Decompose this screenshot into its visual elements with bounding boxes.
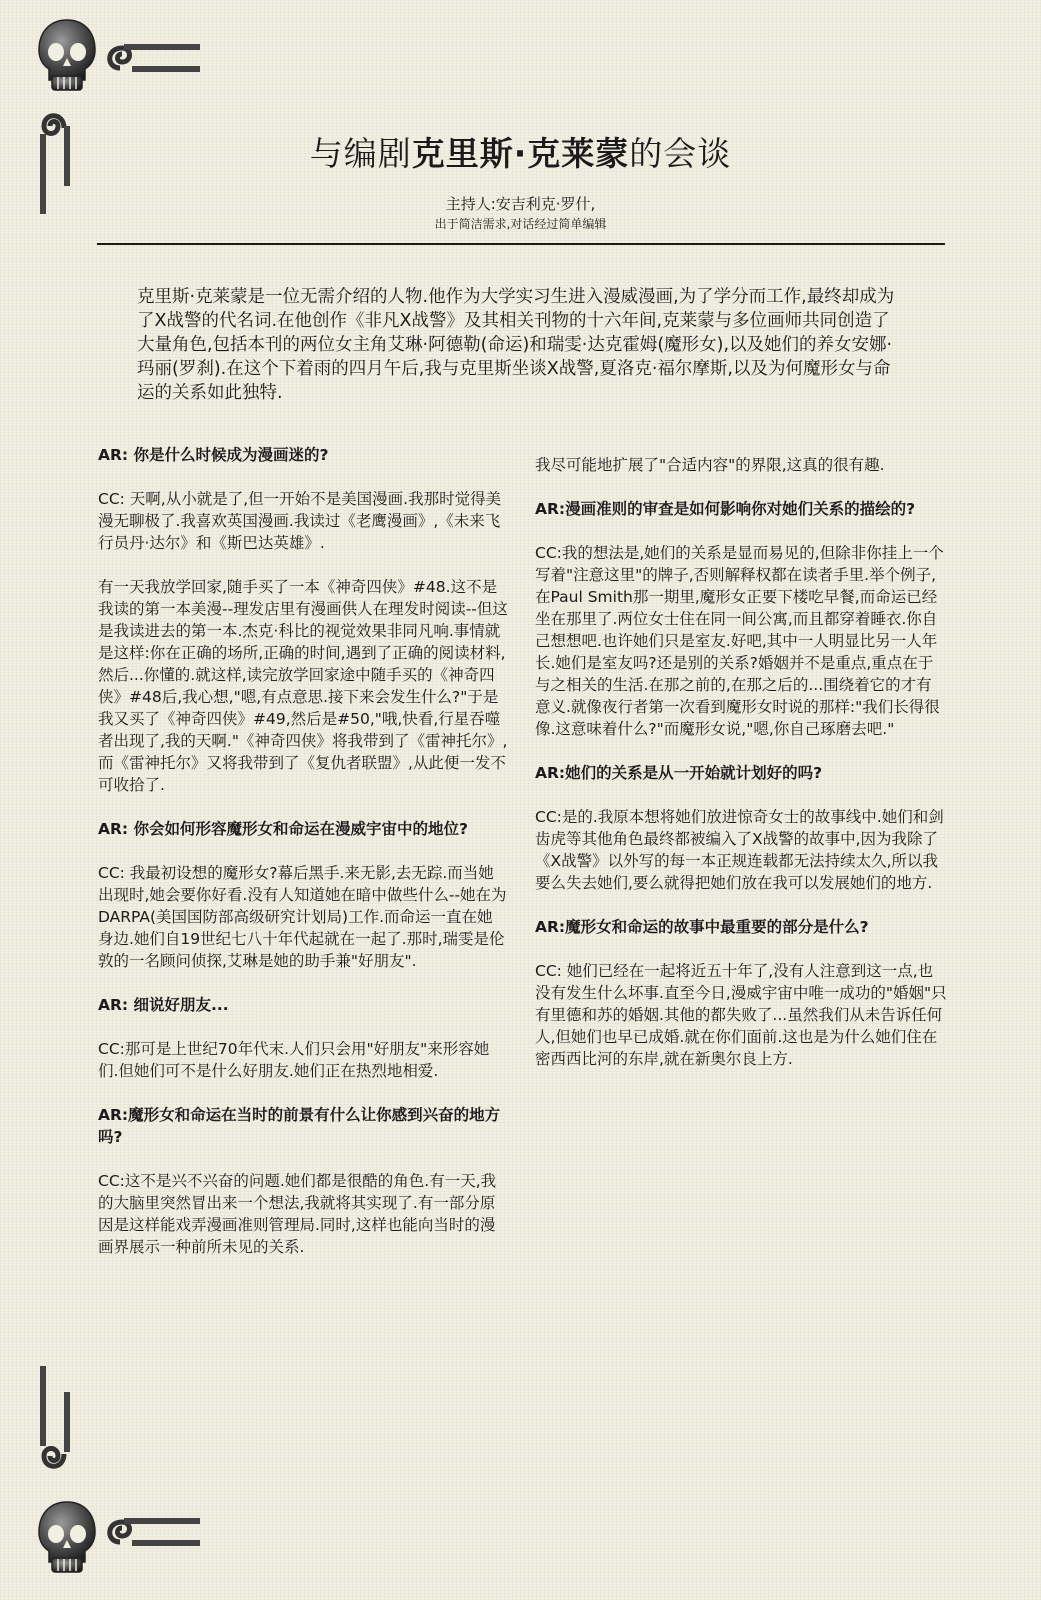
intro-paragraph: 克里斯·克莱蒙是一位无需介绍的人物.他作为大学实习生进入漫威漫画,为了学分而工作,最终却成为了X战警的代名词.在他创作《非凡X战警》及其相关刊物的十六年间,克莱蒙与多位画师共同创造了大量角色,包括本刊的两位女主角艾琳·阿德勒(命运)和瑞雯·达克霍姆(魔形女),以及她们的养女安娜·玛丽(罗刹).在这个下着雨的四月午后,我与克里斯坐谈X战警,夏洛克·福尔摩斯,以及为何魔形女与命运的关系如此独特.: [137, 287, 895, 403]
host-credit: 主持人:安吉利克·罗什,: [445, 195, 596, 213]
left-column: [98, 444, 508, 1280]
interview-answer: 有一天我放学回家,随手买了一本《神奇四侠》#48.这不是我读的第一本美漫--理发店里有漫画供人在理发时阅读--但这是我读进去的第一本.杰克·科比的视觉效果非同凡响.事情就是这样:你在正确的场所,正确的时间,遇到了正确的阅读材料,然后...你懂的.就这样,读完放学回家途中随手买的《神奇四侠》#48后,我心想,"嗯,有点意思.接下来会发生什么?"于是我又买了《神奇四侠》#49,然后是#50,"哦,快看,行星吞噬者出现了,我的天啊."《神奇四侠》将我带到了《雷神托尔》,而《雷神托尔》又将我带到了《复仇者联盟》,从此便一发不可收拾了.: [98, 578, 508, 794]
edit-note: 出于简洁需求,对话经过简单编辑: [434, 217, 607, 231]
interview-question: AR: 细说好朋友...: [98, 996, 229, 1014]
title-prefix: 与编剧: [309, 134, 412, 173]
title-suffix: 的会谈: [629, 134, 732, 173]
interview-answer: CC: 我最初设想的魔形女?幕后黑手.来无影,去无踪.而当她出现时,她会要你好看.没有人知道她在暗中做些什么--她在为DARPA(美国国防部高级研究计划局)工作.而命运一直在她身边.她们自19世纪七八十年代起就在一起了.那时,瑞雯是伦敦的一名顾问侦探,艾琳是她的助手兼"好朋友".: [98, 864, 507, 970]
right-column: [535, 454, 947, 1092]
page-title: [0, 128, 1041, 175]
scroll-ornament-bottom-up: [34, 1362, 84, 1482]
interview-question: AR:魔形女和命运的故事中最重要的部分是什么?: [535, 918, 869, 936]
interview-answer: CC:我的想法是,她们的关系是显而易见的,但除非你挂上一个写着"注意这里"的牌子,否则解释权都在读者手里.举个例子,在Paul Smith那一期里,魔形女正要下楼吃早餐,而命运已经坐在那里了.两位女士住在同一间公寓,而且都穿着睡衣.你自己想想吧.也许她们只是室友.好吧,其中一人明显比另一人年长.她们是室友吗?还是别的关系?婚姻并不是重点,重点在于与之相关的生活.在那之前的,在那之后的...围绕着它的才有意义.就像夜行者第一次看到魔形女时说的那样:"我们长得很像.这意味着什么?"而魔形女说,"嗯,你自己琢磨去吧.": [535, 544, 944, 738]
interview-question: AR:漫画准则的审查是如何影响你对她们关系的描绘的?: [535, 500, 916, 518]
scroll-ornament-bottom-right: [102, 1512, 202, 1552]
header-divider: [97, 243, 945, 245]
scroll-ornament-top-right: [102, 38, 202, 78]
skull-icon-bottom: [36, 1500, 98, 1574]
interview-question: AR:她们的关系是从一开始就计划好的吗?: [535, 764, 823, 782]
interview-answer: CC:这不是兴不兴奋的问题.她们都是很酷的角色.有一天,我的大脑里突然冒出来一个想法,我就将其实现了.有一部分原因是这样能戏弄漫画准则管理局.同时,这样也能向当时的漫画界展示一种前所未见的关系.: [98, 1172, 497, 1256]
interview-question: AR: 你是什么时候成为漫画迷的?: [98, 446, 329, 464]
skull-icon: [36, 18, 98, 92]
interview-question: AR: 你会如何形容魔形女和命运在漫威宇宙中的地位?: [98, 820, 469, 838]
interview-answer: CC:是的.我原本想将她们放进惊奇女士的故事线中.她们和剑齿虎等其他角色最终都被编入了X战警的故事中,因为我除了《X战警》以外写的每一本正规连载都无法持续太久,所以我要么失去她们,要么就得把她们放在我可以发展她们的地方.: [535, 808, 944, 892]
interview-answer: CC:那可是上世纪70年代末.人们只会用"好朋友"来形容她们.但她们可不是什么好朋友.她们正在热烈地相爱.: [98, 1040, 490, 1080]
interview-answer: 我尽可能地扩展了"合适内容"的界限,这真的很有趣.: [535, 456, 885, 474]
interview-answer: CC: 她们已经在一起将近五十年了,没有人注意到这一点,也没有发生什么坏事.直至今日,漫威宇宙中唯一成功的"婚姻"只有里德和苏的婚姻.其他的都失败了...虽然我们从未告诉任何人,但她们也早已成婚.就在你们面前.这也是为什么她们住在密西西比河的东岸,就在新奥尔良上方.: [535, 962, 947, 1068]
interview-question: AR:魔形女和命运在当时的前景有什么让你感到兴奋的地方吗?: [98, 1106, 501, 1146]
title-name: 克里斯·克莱蒙: [411, 134, 630, 173]
interview-answer: CC: 天啊,从小就是了,但一开始不是美国漫画.我那时觉得美漫无聊极了.我喜欢英国漫画.我读过《老鹰漫画》,《未来飞行员丹·达尔》和《斯巴达英雄》.: [98, 490, 502, 552]
